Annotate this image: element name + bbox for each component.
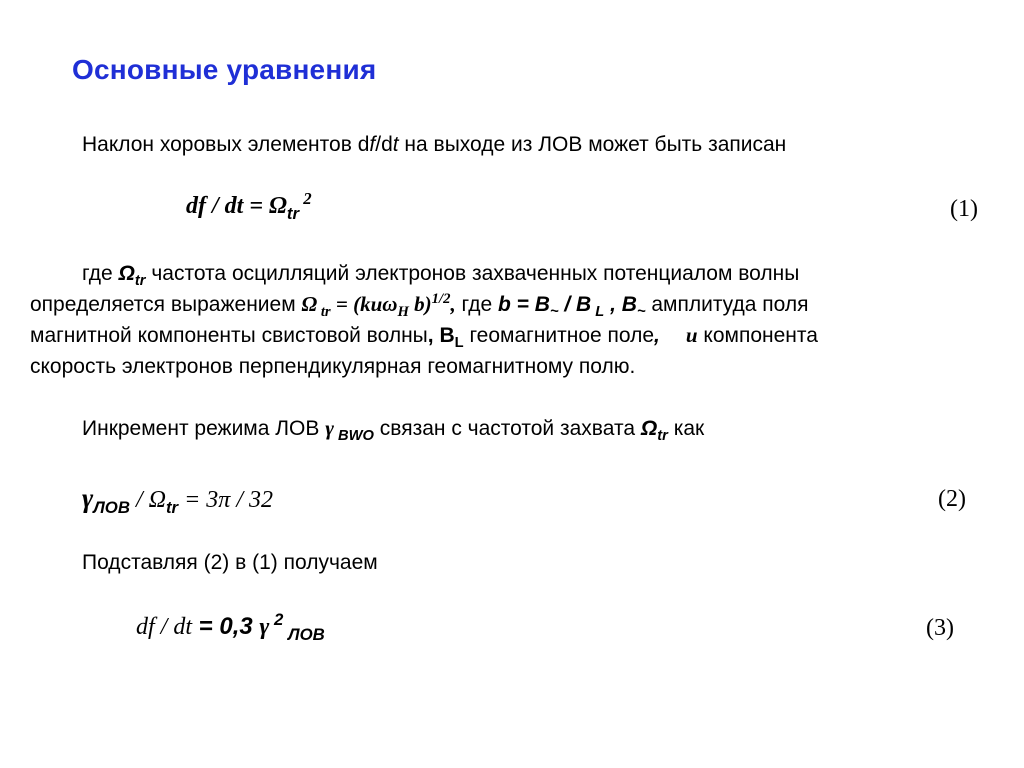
tilde-sub: ~ [636,304,646,321]
subscript-tr: tr [134,273,146,290]
paragraph-definition-line-4: скорость электронов перпендикулярная геомагнитному полю. [30,355,636,378]
eq-coefficient: = 0,3 [192,613,260,640]
text: определяется выражением [30,293,302,316]
equation-1 [186,189,312,223]
text: /d [375,133,393,156]
paragraph-definition-line-3 [30,320,818,351]
text: частота осцилляций электронов захваченных потенциалом волны [145,262,800,285]
formula-b: b = B [498,293,550,316]
text: связан с частотой захвата [373,417,641,440]
paragraph-definition-line-2 [30,289,808,320]
paragraph-increment [82,413,704,444]
eq-mid: / Ω [129,487,166,513]
gamma-symbol: γ [259,614,270,640]
comma: , [450,292,456,316]
text: компонента [697,324,818,347]
equation-3-number: (3) [926,615,954,641]
slide-title: Основные уравнения [72,54,377,85]
gamma-symbol: γ [325,416,334,440]
equation-2 [82,483,273,517]
subscript-tr: tr [317,304,331,321]
subscript-lov: ЛОВ [93,497,130,517]
paragraph-substitution: Подставляя (2) в (1) получаем [82,551,378,574]
subscript-lov: ЛОВ [283,624,325,644]
subscript-h: H [397,304,409,321]
text: геомагнитное поле [463,324,655,347]
text: Наклон хоровых элементов d [82,133,370,156]
subscript-tr: tr [286,203,300,223]
comma: , [654,324,660,347]
formula: / B [558,293,592,316]
text: магнитной компоненты свистовой волны [30,324,428,347]
tilde-sub: ~ [549,304,559,321]
equation-2-number: (2) [938,486,966,512]
omega-symbol: Ω [301,292,318,316]
superscript-2: 2 [269,610,284,629]
subscript-bwo: BWO [333,428,374,445]
equation-3 [136,610,325,644]
omega-symbol: Ω [118,262,135,285]
subscript-l: L [591,304,605,321]
subscript-l: L [454,335,464,352]
eq-rhs: = 3π / 32 [178,487,273,513]
var-t: t [392,133,399,156]
superscript-2: 2 [299,189,312,208]
text: где [455,293,499,316]
superscript-half: 1/2 [431,291,451,307]
subscript-tr: tr [165,497,179,517]
formula: b) [408,292,432,316]
formula: , B [604,293,637,316]
text: на выходе из ЛОВ может быть записан [398,133,787,156]
text: где [82,262,119,285]
gamma-symbol: γ [82,483,94,513]
omega-symbol: Ω [640,417,658,440]
eq-lhs: df / dt = [186,193,270,219]
var-u: u [685,323,698,347]
formula: , B [427,324,455,347]
equation-1-number: (1) [950,196,978,222]
eq-lhs: df / dt [136,614,193,640]
formula: = (kuω [330,292,398,316]
var-f: f [369,133,376,156]
paragraph-definition-line-1 [82,258,799,289]
subscript-tr: tr [657,428,668,445]
omega-symbol: Ω [269,193,287,219]
text: как [667,417,705,440]
text: Инкремент режима ЛОВ [82,417,326,440]
paragraph-slope [82,129,786,160]
text: амплитуда поля [645,293,809,316]
